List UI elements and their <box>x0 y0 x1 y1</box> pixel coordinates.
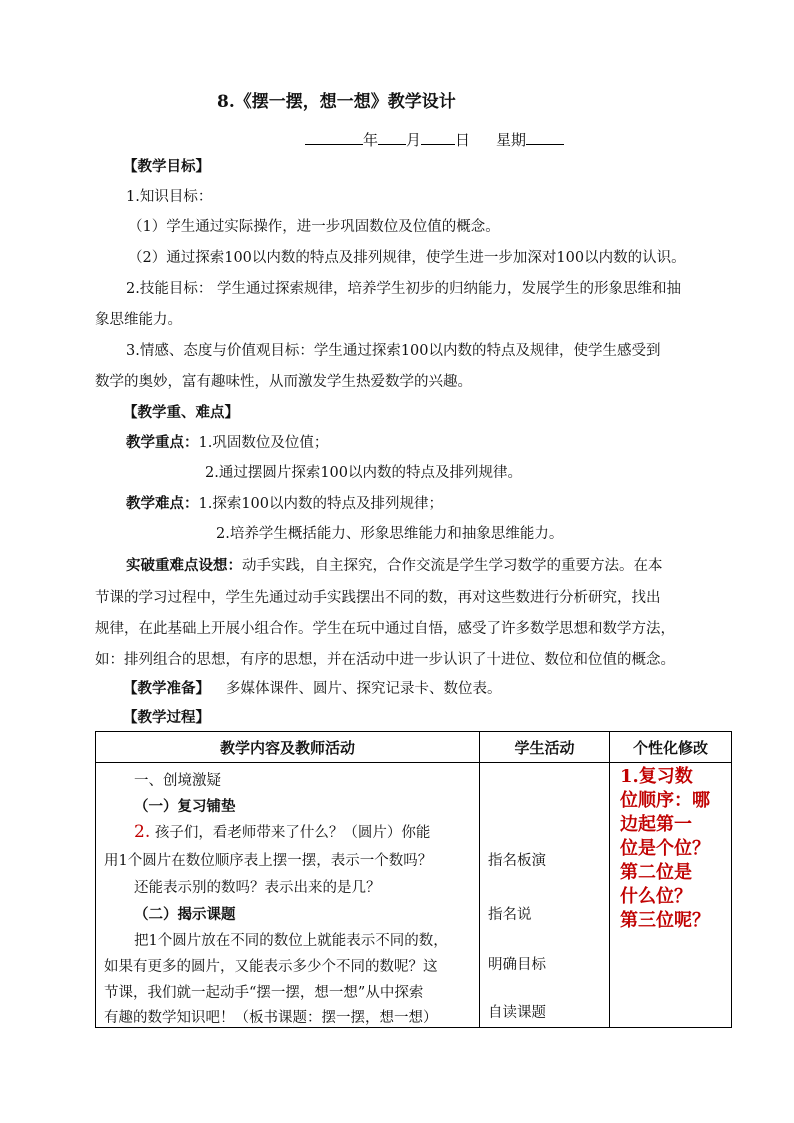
teaching-process-table <box>95 731 732 1028</box>
teacher-activity-cell <box>96 763 480 1028</box>
difficulty-label: 教学难点： <box>126 495 199 512</box>
breakthrough-line-2: 节课的学习过程中，学生先通过动手实践摆出不同的数，再对这些数进行分析研究，找出 <box>95 590 661 606</box>
column-header-teacher: 教学内容及教师活动 <box>96 732 480 763</box>
document-title: 8.《摆一摆，想一想》教学设计 <box>217 92 456 112</box>
subsection-topic: （二）揭示课题 <box>134 906 236 923</box>
column-header-modification: 个性化修改 <box>610 732 732 763</box>
skill-objective-line-2: 象思维能力。 <box>95 312 182 328</box>
paragraph-1-line-3: 还能表示别的数吗？表示出来的是几？ <box>134 880 381 896</box>
process-heading: 【教学过程】 <box>123 709 210 726</box>
paragraph-2-line-3: 节课，我们就一起动手“摆一摆，想一想”从中探索 <box>104 985 424 1001</box>
knowledge-item-2: （2）通过探索100以内数的特点及排列规律，使学生进一步加深对100以内数的认识。 <box>128 250 686 266</box>
subsection-review: （一）复习铺垫 <box>134 798 236 815</box>
focus-line-2: 2.通过摆圆片探索100以内数的特点及排列规律。 <box>205 465 523 481</box>
modification-cell <box>610 763 732 1028</box>
date-line: 年 月 日 星期 <box>305 128 564 150</box>
modification-note: 1.复习数 位顺序：哪 边起第一 位是个位？ 第二位是 什么位？ 第三位呢？ <box>620 766 710 931</box>
difficulty-line-2: 2.培养学生概括能力、形象思维能力和抽象思维能力。 <box>216 526 564 542</box>
paragraph-2-line-4: 有趣的数学知识吧！（板书课题：摆一摆，想一想） <box>104 1010 438 1026</box>
preparation-content: 多媒体课件、圆片、探究记录卡、数位表。 <box>226 681 502 697</box>
breakthrough-label: 实破重难点设想： <box>126 557 242 574</box>
knowledge-item-1: （1）学生通过实际操作，进一步巩固数位及位值的概念。 <box>128 219 500 235</box>
student-activity-item: 自读课题 <box>488 1005 546 1021</box>
weekday-blank[interactable] <box>526 128 564 145</box>
preparation-line <box>123 679 502 699</box>
breakthrough-line-1: 实破重难点设想：动手实践，自主探究，合作交流是学生学习数学的重要方法。在本 <box>126 557 663 574</box>
difficulty-line-1: 教学难点：1.探索100以内数的特点及排列规律； <box>126 495 444 512</box>
item-number: 2. <box>134 822 151 842</box>
paragraph-2-line-1: 把1个圆片放在不同的数位上就能表示不同的数， <box>134 933 448 949</box>
focus-line-1: 教学重点：1.巩固数位及位值； <box>126 434 329 451</box>
year-blank[interactable] <box>305 128 363 145</box>
month-blank[interactable] <box>378 128 406 145</box>
section-heading: 一、创境激疑 <box>134 773 221 789</box>
paragraph-2-line-2: 如果有更多的圆片，又能表示多少个不同的数呢？这 <box>104 959 438 975</box>
breakthrough-line-3: 规律，在此基础上开展小组合作。学生在玩中通过自悟，感受了许多数学思想和数学方法， <box>95 621 675 637</box>
column-header-student: 学生活动 <box>480 732 610 763</box>
student-activity-cell <box>480 763 610 1028</box>
skill-objective-line-1: 2.技能目标： 学生通过探索规律，培养学生初步的归纳能力，发展学生的形象思维和抽 <box>126 281 681 297</box>
table-row <box>96 763 732 1028</box>
paragraph-1-line-1: 2. 孩子们，看老师带来了什么？（圆片）你能 <box>134 822 431 842</box>
student-activity-item: 指名板演 <box>488 853 546 869</box>
student-activity-item: 明确目标 <box>488 957 546 973</box>
day-blank[interactable] <box>421 128 455 145</box>
student-activity-item: 指名说 <box>488 907 532 923</box>
paragraph-1-line-2: 用1个圆片在数位顺序表上摆一摆，表示一个数吗？ <box>104 853 433 869</box>
table-header-row <box>96 732 732 763</box>
emotion-objective-line-2: 数学的奥妙，富有趣味性，从而激发学生热爱数学的兴趣。 <box>95 374 472 390</box>
breakthrough-line-4: 如：排列组合的思想，有序的思想，并在活动中进一步认识了十进位、数位和位值的概念。 <box>95 652 675 668</box>
knowledge-label: 1.知识目标： <box>126 189 213 205</box>
objectives-heading: 【教学目标】 <box>123 158 210 175</box>
preparation-heading: 【教学准备】 <box>123 680 210 697</box>
emotion-objective-line-1: 3.情感、态度与价值观目标：学生通过探索100以内数的特点及规律，使学生感受到 <box>126 343 661 359</box>
key-points-heading: 【教学重、难点】 <box>123 404 239 421</box>
focus-label: 教学重点： <box>126 434 199 451</box>
